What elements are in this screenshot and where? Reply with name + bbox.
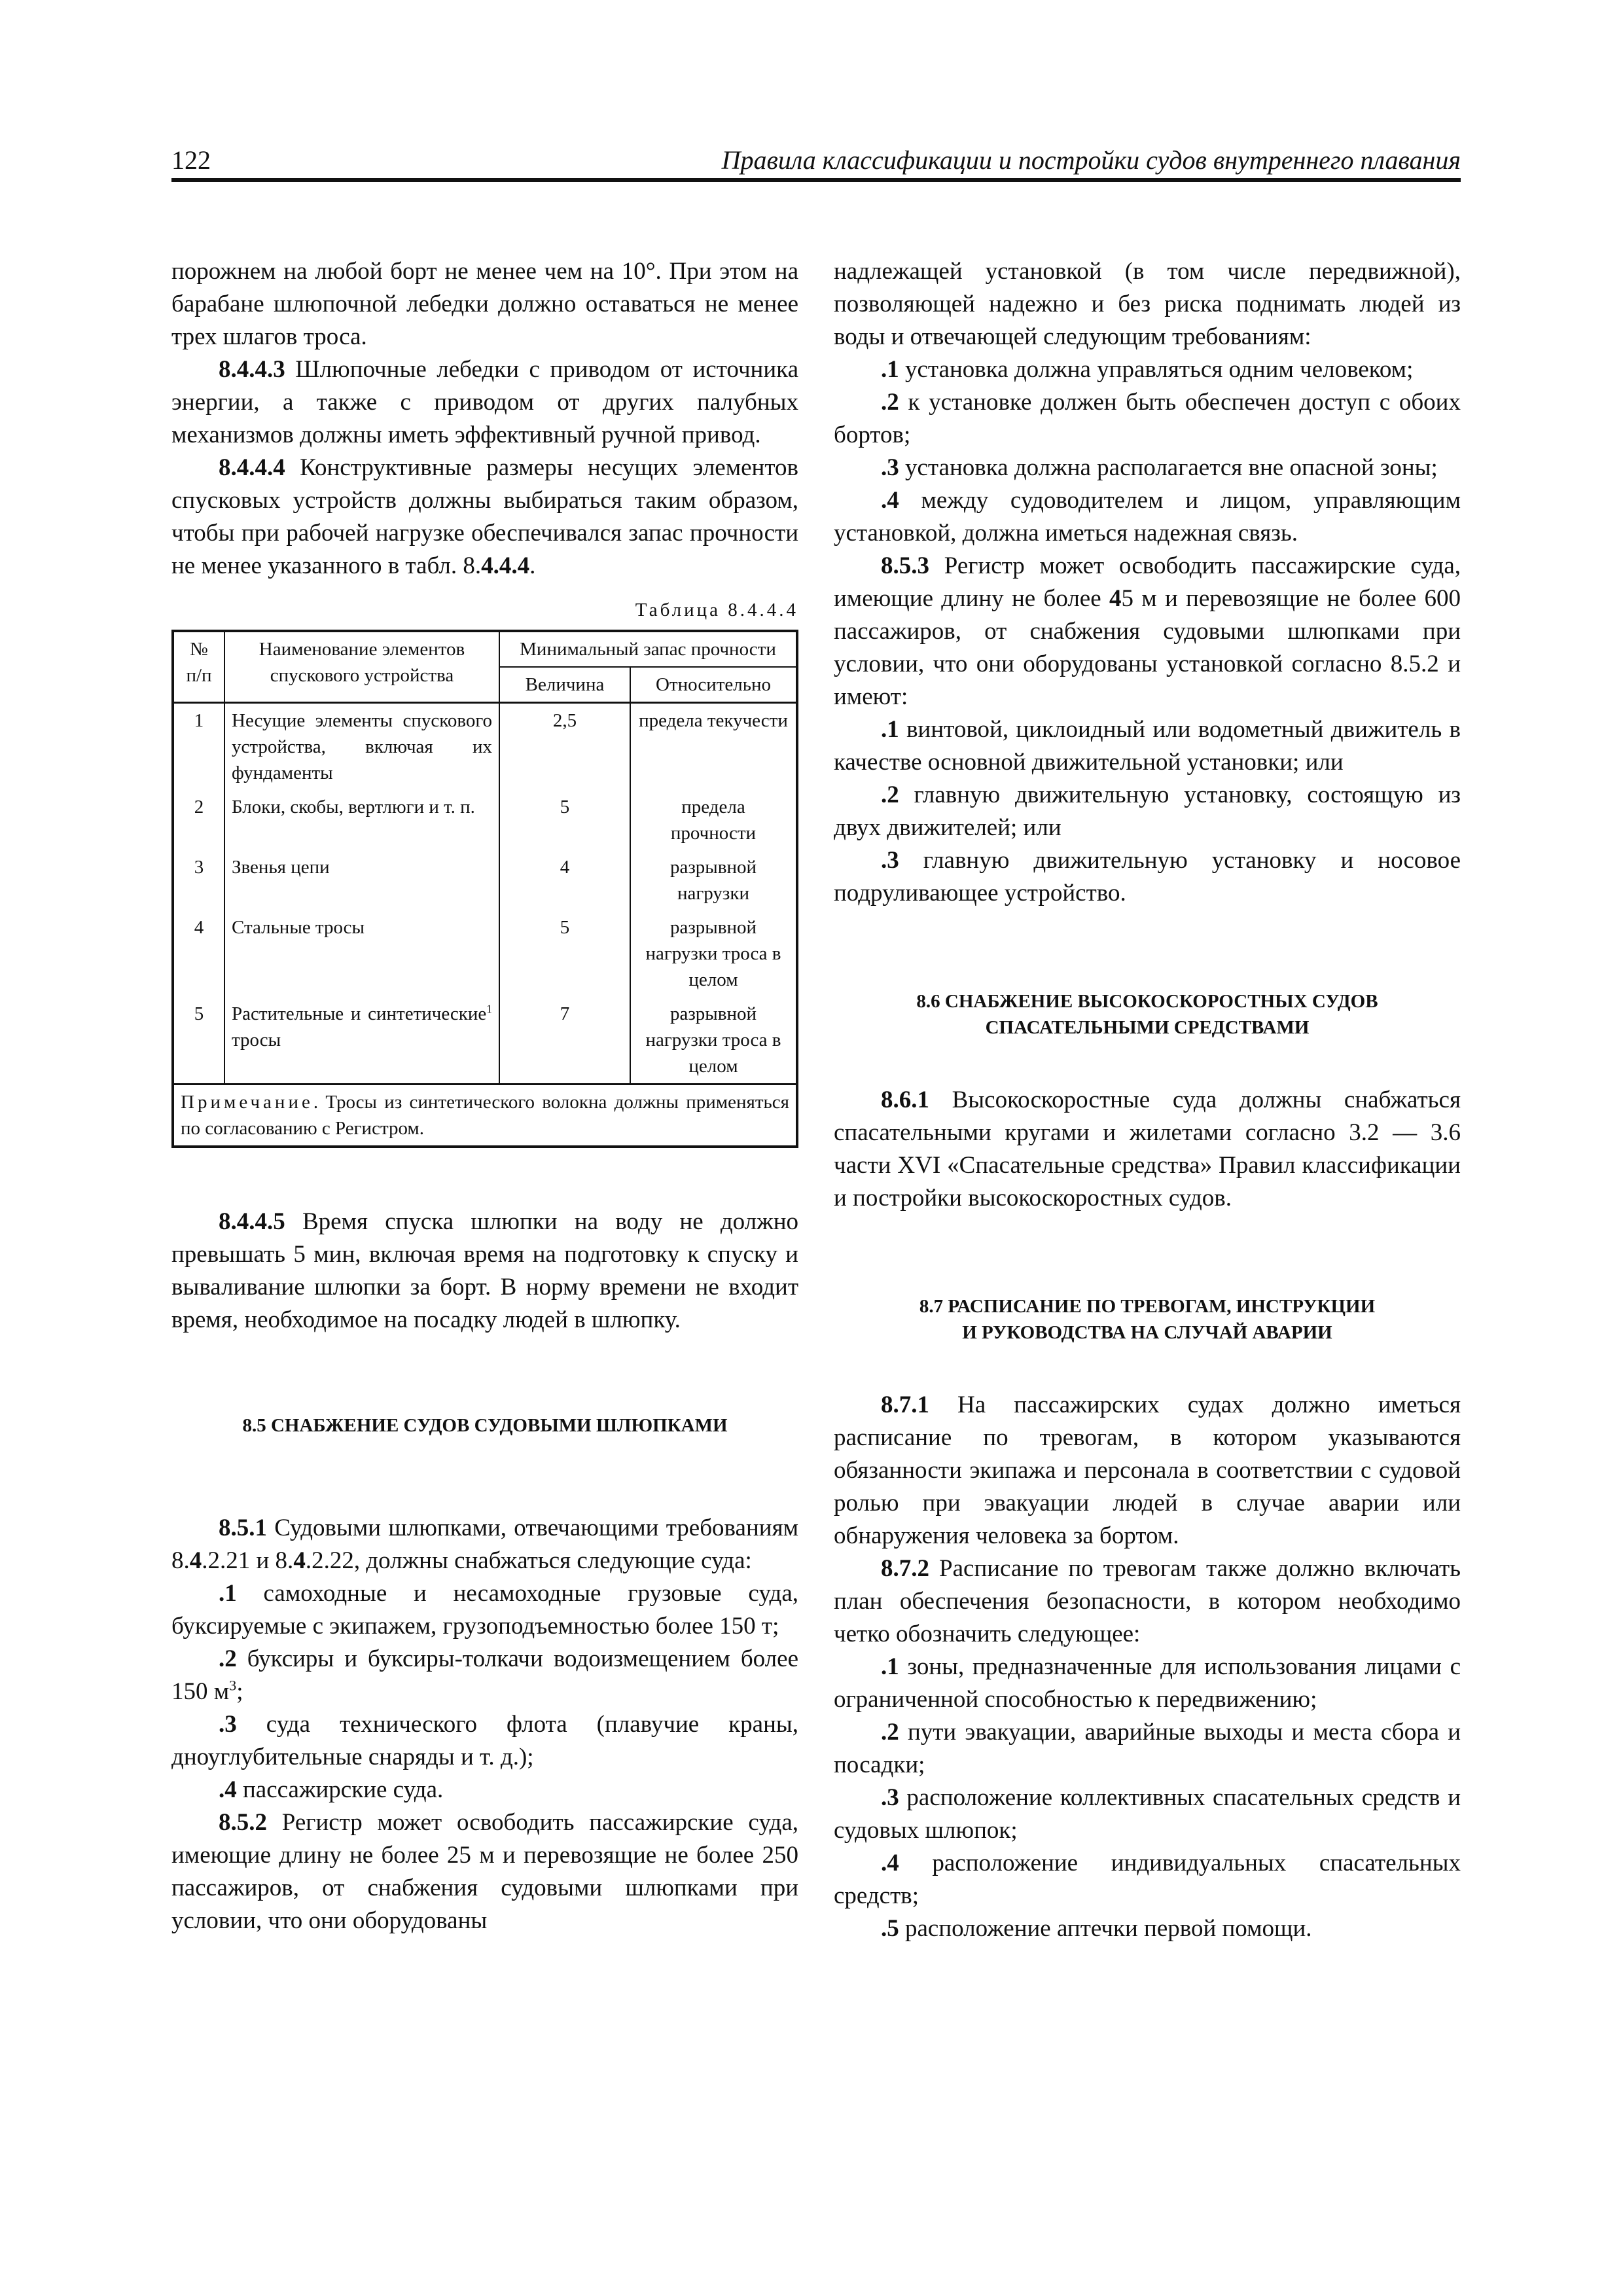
list-item: .2 пути эвакуации, аварийные выходы и места сбора и посадки; xyxy=(834,1719,1461,1778)
paragraph-8-5-3: 8.5.3 Регистр может освободить пассажирские суда, имеющие длину не более 45 м и перевозящие не более 600 пассажиров, от снабжения судовыми шлюпками при условии, что они оборудованы установкой согласно 8.5.2 и имеют: xyxy=(834,552,1461,710)
table-caption: Таблица 8.4.4.4 xyxy=(635,600,798,620)
list-item: .3 установка должна располагается вне опасной зоны; xyxy=(881,454,1438,481)
running-title: Правила классификации и постройки судов внутреннего плавания xyxy=(721,145,1461,175)
paragraph-continued: надлежащей установкой (в том числе передвижной), позволяющей надежно и без риска поднимать людей из воды и отвечающей следующим требованиям: xyxy=(834,258,1461,350)
paragraph-8-4-4-4: 8.4.4.4 Конструктивные размеры несущих элементов спусковых устройств должны выбираться таким образом, чтобы при рабочей нагрузке обеспечивался запас прочности не менее указанного в табл. 8.4.4.4. xyxy=(171,454,798,579)
table-row: 5 Растительные и синтетические$^1$ тросы 7 разрывной нагрузки троса в целом xyxy=(173,997,797,1085)
paragraph-8-5-1: 8.5.1 Судовыми шлюпками, отвечающими требованиям 8.4.2.21 и 8.4.2.22, должны снабжаться следующие суда: xyxy=(171,1515,798,1574)
col-header-min-strength: Минимальный запас прочности xyxy=(499,631,797,667)
paragraph-8-6-1: 8.6.1 Высокоскоростные суда должны снабжаться спасательными кругами и жилетами согласно 3.2 — 3.6 части XVI «Спасательные средства» Правил классификации и постройки высокоскоростных судов. xyxy=(834,1086,1461,1211)
paragraph-8-4-4-5: 8.4.4.5 Время спуска шлюпки на воду не должно превышать 5 мин, включая время на подготовку к спуску и вываливание шлюпки за борт. В норму времени не входит время, необходимое на посадку людей в шлюпку. xyxy=(171,1208,798,1333)
left-column xyxy=(171,255,798,1937)
list-item: .2 главную движительную установку, состоящую из двух движителей; или xyxy=(834,781,1461,841)
paragraph-8-4-4-3: 8.4.4.3 Шлюпочные лебедки с приводом от источника энергии, а также с приводом от других палубных механизмов должны иметь эффективный ручной привод. xyxy=(171,356,798,448)
list-item: .2 буксиры и буксиры-толкачи водоизмещением более 150 $м^3$; xyxy=(171,1645,798,1705)
list-item: .3 главную движительную установку и носовое подруливающее устройство. xyxy=(834,847,1461,906)
page-number: 122 xyxy=(171,145,211,175)
paragraph-8-7-2: 8.7.2 Расписание по тревогам также должно включать план обеспечения безопасности, в котором необходимо четко обозначить следующее: xyxy=(834,1555,1461,1647)
table-row: 2 Блоки, скобы, вертлюги и т. п. 5 предела прочности xyxy=(173,790,797,850)
table-row: 3 Звенья цепи 4 разрывной нагрузки xyxy=(173,850,797,910)
page-header xyxy=(171,144,1461,182)
list-item: .2 к установке должен быть обеспечен доступ с обоих бортов; xyxy=(834,389,1461,448)
col-header-relative: Относительно xyxy=(630,667,797,703)
table-reference: 4.4.4 xyxy=(481,552,530,579)
clause-number: 8.5.3 xyxy=(881,552,929,579)
table-row: 1 Несущие элементы спускового устройства, включая их фундаменты 2,5 предела текучести xyxy=(173,703,797,791)
list-item: .4 пассажирские суда. xyxy=(219,1776,444,1803)
list-item: .1 винтовой, циклоидный или водометный движитель в качестве основной движительной установки; или xyxy=(834,716,1461,776)
list-item: .3 суда технического флота (плавучие краны, дноуглубительные снаряды и т. д.); xyxy=(171,1711,798,1770)
safety-factor-table xyxy=(171,630,798,1148)
list-item: .1 самоходные и несамоходные грузовые суда, буксируемые с экипажем, грузоподъемностью более 150 т; xyxy=(171,1580,798,1640)
footnote-mark: 1 xyxy=(486,1002,492,1016)
clause-number: 8.6.1 xyxy=(881,1086,929,1113)
list-item: .4 между судоводителем и лицом, управляющим установкой, должна иметься надежная связь. xyxy=(834,487,1461,547)
paragraph-8-5-2: 8.5.2 Регистр может освободить пассажирские суда, имеющие длину не более 25 м и перевозящие не более 250 пассажиров, от снабжения судовыми шлюпками при условии, что они оборудованы xyxy=(171,1809,798,1934)
table-row: 4 Стальные тросы 5 разрывной нагрузки троса в целом xyxy=(173,910,797,997)
col-header-value: Величина xyxy=(499,667,630,703)
paragraph-continued: порожнем на любой борт не менее чем на 10°. При этом на барабане шлюпочной лебедки должно оставаться не менее трех шлагов троса. xyxy=(171,258,798,350)
section-heading-8-6: 8.6 СНАБЖЕНИЕ ВЫСОКОСКОРОСТНЫХ СУДОВ СПАСАТЕЛЬНЫМИ СРЕДСТВАМИ xyxy=(916,991,1378,1038)
section-heading-8-7: 8.7 РАСПИСАНИЕ ПО ТРЕВОГАМ, ИНСТРУКЦИИ И РУКОВОДСТВА НА СЛУЧАЙ АВАРИИ xyxy=(919,1296,1376,1343)
clause-number: 8.4.4.5 xyxy=(219,1208,285,1235)
col-header-number: № п/п xyxy=(173,631,224,703)
list-item: .1 зоны, предназначенные для использования лицами с ограниченной способностью к передвижению; xyxy=(834,1653,1461,1713)
table-note: Примечание. Тросы из синтетического волокна должны применяться по согласованию с Регистром. xyxy=(173,1085,797,1147)
clause-number: 8.4.4.3 xyxy=(219,356,285,383)
right-column xyxy=(834,255,1461,1945)
clause-number: 8.7.2 xyxy=(881,1555,929,1582)
clause-number: 8.5.2 xyxy=(219,1809,267,1836)
clause-number: 8.4.4.4 xyxy=(219,454,285,481)
clause-number: 8.5.1 xyxy=(219,1515,267,1541)
col-header-name: Наименование элементов спускового устройства xyxy=(224,631,499,703)
list-item: .3 расположение коллективных спасательных средств и судовых шлюпок; xyxy=(834,1784,1461,1844)
section-heading-8-5: 8.5 СНАБЖЕНИЕ СУДОВ СУДОВЫМИ ШЛЮПКАМИ xyxy=(242,1415,728,1436)
list-item: .4 расположение индивидуальных спасательных средств; xyxy=(834,1850,1461,1909)
clause-number: 8.7.1 xyxy=(881,1391,929,1418)
list-item: .5 расположение аптечки первой помощи. xyxy=(881,1915,1312,1942)
list-item: .1 установка должна управляться одним человеком; xyxy=(881,356,1414,383)
paragraph-8-7-1: 8.7.1 На пассажирских судах должно иметься расписание по тревогам, в котором указываются обязанности экипажа и персонала в соответствии с судовой ролью при эвакуации людей в случае аварии или обнаружения человека за бортом. xyxy=(834,1391,1461,1549)
